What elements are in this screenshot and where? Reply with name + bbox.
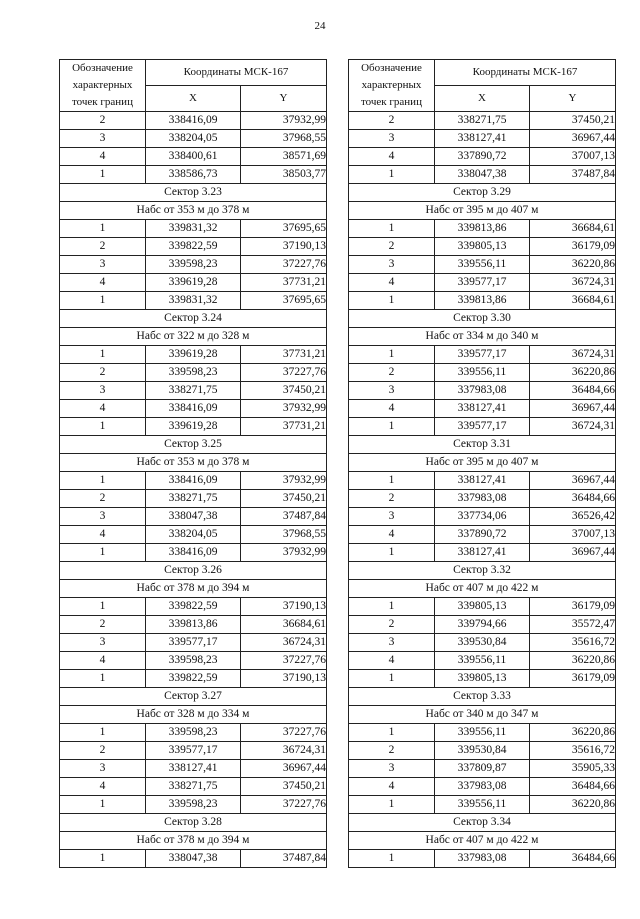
x-coordinate-cell: 339822,59 [146, 238, 241, 256]
y-coordinate-cell: 37968,55 [241, 526, 327, 544]
y-coordinate-cell: 37190,13 [241, 238, 327, 256]
x-coordinate-cell: 337890,72 [435, 148, 530, 166]
table-row [60, 400, 327, 418]
y-coordinate-cell: 36967,44 [530, 130, 616, 148]
point-number-cell: 2 [349, 490, 435, 508]
point-number-cell: 2 [349, 616, 435, 634]
x-coordinate-cell: 339577,17 [435, 274, 530, 292]
table-row [349, 490, 616, 508]
y-coordinate-cell: 37932,99 [241, 544, 327, 562]
y-coordinate-cell: 37487,84 [530, 166, 616, 184]
y-coordinate-cell: 37227,76 [241, 652, 327, 670]
table-row [60, 850, 327, 868]
y-coordinate-cell: 36484,66 [530, 382, 616, 400]
x-coordinate-cell: 339556,11 [435, 724, 530, 742]
x-coordinate-cell: 338416,09 [146, 400, 241, 418]
point-number-cell: 3 [60, 634, 146, 652]
table-row [349, 238, 616, 256]
point-number-cell: 2 [349, 112, 435, 130]
section-label: Набс от 407 м до 422 м [349, 832, 616, 850]
table-row [349, 616, 616, 634]
x-coordinate-cell: 339805,13 [435, 238, 530, 256]
table-row [60, 274, 327, 292]
x-coordinate-cell: 339822,59 [146, 670, 241, 688]
table-row [60, 112, 327, 130]
y-coordinate-cell: 37932,99 [241, 400, 327, 418]
section-row [349, 580, 616, 598]
table-row [349, 526, 616, 544]
x-coordinate-cell: 337983,08 [435, 490, 530, 508]
point-number-cell: 1 [60, 166, 146, 184]
section-label: Сектор 3.34 [349, 814, 616, 832]
x-coordinate-cell: 339556,11 [435, 796, 530, 814]
table-row [60, 544, 327, 562]
point-number-cell: 2 [349, 238, 435, 256]
y-coordinate-cell: 36484,66 [530, 490, 616, 508]
point-number-cell: 4 [60, 400, 146, 418]
x-coordinate-cell: 339556,11 [435, 652, 530, 670]
section-row [349, 184, 616, 202]
section-label: Сектор 3.26 [60, 562, 327, 580]
y-coordinate-cell: 37227,76 [241, 256, 327, 274]
y-coordinate-cell: 36724,31 [241, 742, 327, 760]
point-number-cell: 1 [349, 850, 435, 868]
x-coordinate-cell: 339598,23 [146, 256, 241, 274]
table-row [349, 418, 616, 436]
y-coordinate-cell: 36179,09 [530, 238, 616, 256]
header-x: X [435, 86, 530, 112]
y-coordinate-cell: 37487,84 [241, 850, 327, 868]
table-row [349, 148, 616, 166]
y-coordinate-cell: 36220,86 [530, 256, 616, 274]
header-y: Y [530, 86, 616, 112]
x-coordinate-cell: 338127,41 [435, 400, 530, 418]
section-row [60, 184, 327, 202]
table-row [349, 850, 616, 868]
table-row [60, 364, 327, 382]
table-row [349, 382, 616, 400]
point-number-cell: 4 [60, 148, 146, 166]
section-row [349, 706, 616, 724]
y-coordinate-cell: 36179,09 [530, 598, 616, 616]
y-coordinate-cell: 36484,66 [530, 850, 616, 868]
x-coordinate-cell: 338400,61 [146, 148, 241, 166]
x-coordinate-cell: 339822,59 [146, 598, 241, 616]
x-coordinate-cell: 337734,06 [435, 508, 530, 526]
point-number-cell: 3 [60, 256, 146, 274]
y-coordinate-cell: 36220,86 [530, 364, 616, 382]
table-row [349, 292, 616, 310]
y-coordinate-cell: 37450,21 [241, 382, 327, 400]
x-coordinate-cell: 339619,28 [146, 418, 241, 436]
x-coordinate-cell: 339556,11 [435, 256, 530, 274]
x-coordinate-cell: 339556,11 [435, 364, 530, 382]
y-coordinate-cell: 36220,86 [530, 796, 616, 814]
table-row [60, 238, 327, 256]
table-row [60, 778, 327, 796]
header-coord-label: Координаты МСК-167 [146, 60, 327, 86]
x-coordinate-cell: 339598,23 [146, 796, 241, 814]
point-number-cell: 4 [349, 148, 435, 166]
table-row [60, 670, 327, 688]
table-row [60, 220, 327, 238]
table-row [60, 256, 327, 274]
section-row [60, 688, 327, 706]
point-number-cell: 2 [349, 364, 435, 382]
point-number-cell: 1 [349, 220, 435, 238]
point-number-cell: 4 [349, 526, 435, 544]
table-row [60, 526, 327, 544]
table-row [349, 274, 616, 292]
y-coordinate-cell: 37450,21 [530, 112, 616, 130]
section-label: Сектор 3.27 [60, 688, 327, 706]
table-row [349, 724, 616, 742]
table-row [349, 400, 616, 418]
x-coordinate-cell: 338271,75 [146, 382, 241, 400]
table-row [60, 634, 327, 652]
x-coordinate-cell: 338204,05 [146, 526, 241, 544]
section-label: Набс от 378 м до 394 м [60, 580, 327, 598]
table-row [349, 778, 616, 796]
table-row [60, 346, 327, 364]
table-row [349, 112, 616, 130]
section-row [60, 832, 327, 850]
point-number-cell: 4 [60, 274, 146, 292]
x-coordinate-cell: 339805,13 [435, 670, 530, 688]
table-row [349, 472, 616, 490]
point-number-cell: 1 [349, 346, 435, 364]
table-row [60, 130, 327, 148]
y-coordinate-cell: 37932,99 [241, 112, 327, 130]
x-coordinate-cell: 339813,86 [435, 292, 530, 310]
point-number-cell: 1 [60, 670, 146, 688]
point-number-cell: 1 [60, 472, 146, 490]
section-label: Сектор 3.33 [349, 688, 616, 706]
y-coordinate-cell: 36724,31 [530, 274, 616, 292]
y-coordinate-cell: 38503,77 [241, 166, 327, 184]
table-row [60, 472, 327, 490]
y-coordinate-cell: 36179,09 [530, 670, 616, 688]
y-coordinate-cell: 36967,44 [241, 760, 327, 778]
x-coordinate-cell: 338416,09 [146, 112, 241, 130]
y-coordinate-cell: 36724,31 [241, 634, 327, 652]
section-row [349, 436, 616, 454]
x-coordinate-cell: 338127,41 [435, 544, 530, 562]
point-number-cell: 1 [349, 418, 435, 436]
x-coordinate-cell: 337890,72 [435, 526, 530, 544]
y-coordinate-cell: 37932,99 [241, 472, 327, 490]
x-coordinate-cell: 338047,38 [146, 850, 241, 868]
section-row [60, 580, 327, 598]
y-coordinate-cell: 37227,76 [241, 364, 327, 382]
x-coordinate-cell: 338047,38 [146, 508, 241, 526]
section-label: Набс от 378 м до 394 м [60, 832, 327, 850]
section-label: Набс от 322 м до 328 м [60, 328, 327, 346]
point-number-cell: 4 [60, 526, 146, 544]
x-coordinate-cell: 338047,38 [435, 166, 530, 184]
y-coordinate-cell: 36967,44 [530, 544, 616, 562]
y-coordinate-cell: 35905,33 [530, 760, 616, 778]
y-coordinate-cell: 37190,13 [241, 670, 327, 688]
header-coord-label: Координаты МСК-167 [435, 60, 616, 86]
point-number-cell: 1 [349, 796, 435, 814]
table-row [60, 382, 327, 400]
section-label: Набс от 328 м до 334 м [60, 706, 327, 724]
section-label: Сектор 3.30 [349, 310, 616, 328]
point-number-cell: 4 [349, 778, 435, 796]
x-coordinate-cell: 339577,17 [146, 742, 241, 760]
table-row [349, 544, 616, 562]
point-number-cell: 3 [349, 130, 435, 148]
section-label: Набс от 353 м до 378 м [60, 454, 327, 472]
y-coordinate-cell: 36724,31 [530, 418, 616, 436]
table-row [60, 508, 327, 526]
point-number-cell: 1 [349, 292, 435, 310]
point-number-cell: 2 [60, 490, 146, 508]
x-coordinate-cell: 337809,87 [435, 760, 530, 778]
point-number-cell: 3 [60, 382, 146, 400]
point-number-cell: 3 [349, 508, 435, 526]
table-row [349, 796, 616, 814]
x-coordinate-cell: 339794,66 [435, 616, 530, 634]
section-label: Набс от 334 м до 340 м [349, 328, 616, 346]
y-coordinate-cell: 37487,84 [241, 508, 327, 526]
x-coordinate-cell: 338127,41 [435, 130, 530, 148]
x-coordinate-cell: 339831,32 [146, 292, 241, 310]
point-number-cell: 3 [349, 760, 435, 778]
y-coordinate-cell: 35616,72 [530, 634, 616, 652]
y-coordinate-cell: 36220,86 [530, 652, 616, 670]
table-row [60, 148, 327, 166]
point-number-cell: 3 [349, 634, 435, 652]
x-coordinate-cell: 339577,17 [146, 634, 241, 652]
section-label: Сектор 3.24 [60, 310, 327, 328]
point-number-cell: 1 [60, 598, 146, 616]
table-row [349, 508, 616, 526]
point-number-cell: 2 [60, 238, 146, 256]
x-coordinate-cell: 338271,75 [146, 490, 241, 508]
table-row [60, 652, 327, 670]
section-label: Набс от 395 м до 407 м [349, 454, 616, 472]
table-row [60, 724, 327, 742]
y-coordinate-cell: 37227,76 [241, 796, 327, 814]
point-number-cell: 2 [349, 742, 435, 760]
point-number-cell: 2 [60, 364, 146, 382]
table-row [349, 742, 616, 760]
section-row [60, 706, 327, 724]
point-number-cell: 1 [60, 418, 146, 436]
x-coordinate-cell: 339577,17 [435, 418, 530, 436]
x-coordinate-cell: 339619,28 [146, 274, 241, 292]
y-coordinate-cell: 37695,65 [241, 292, 327, 310]
x-coordinate-cell: 339805,13 [435, 598, 530, 616]
x-coordinate-cell: 339598,23 [146, 652, 241, 670]
y-coordinate-cell: 37190,13 [241, 598, 327, 616]
y-coordinate-cell: 36526,42 [530, 508, 616, 526]
x-coordinate-cell: 339577,17 [435, 346, 530, 364]
point-number-cell: 4 [349, 652, 435, 670]
table-row [60, 796, 327, 814]
section-label: Набс от 407 м до 422 м [349, 580, 616, 598]
point-number-cell: 1 [349, 598, 435, 616]
x-coordinate-cell: 338127,41 [435, 472, 530, 490]
x-coordinate-cell: 339598,23 [146, 364, 241, 382]
point-number-cell: 3 [349, 256, 435, 274]
page-number: 24 [314, 20, 326, 32]
section-row [60, 562, 327, 580]
table-row [349, 166, 616, 184]
point-number-cell: 1 [60, 850, 146, 868]
table-row [60, 616, 327, 634]
point-number-cell: 4 [60, 652, 146, 670]
point-number-cell: 1 [349, 724, 435, 742]
point-number-cell: 1 [60, 796, 146, 814]
point-number-cell: 1 [60, 346, 146, 364]
y-coordinate-cell: 37007,13 [530, 526, 616, 544]
section-label: Сектор 3.29 [349, 184, 616, 202]
point-number-cell: 1 [60, 724, 146, 742]
x-coordinate-cell: 338416,09 [146, 544, 241, 562]
table-row [349, 130, 616, 148]
section-label: Набс от 353 м до 378 м [60, 202, 327, 220]
table-row [349, 220, 616, 238]
y-coordinate-cell: 36484,66 [530, 778, 616, 796]
point-number-cell: 1 [349, 544, 435, 562]
point-number-cell: 3 [349, 382, 435, 400]
header-y: Y [241, 86, 327, 112]
section-row [60, 436, 327, 454]
x-coordinate-cell: 337983,08 [435, 778, 530, 796]
section-label: Набс от 395 м до 407 м [349, 202, 616, 220]
y-coordinate-cell: 37695,65 [241, 220, 327, 238]
section-row [349, 814, 616, 832]
table-row [60, 292, 327, 310]
y-coordinate-cell: 37450,21 [241, 490, 327, 508]
section-row [60, 454, 327, 472]
header-point-label: Обозначение характерных точек границ [349, 60, 435, 112]
y-coordinate-cell: 36684,61 [530, 292, 616, 310]
point-number-cell: 3 [60, 508, 146, 526]
table-row [60, 742, 327, 760]
table-row [349, 760, 616, 778]
x-coordinate-cell: 339813,86 [146, 616, 241, 634]
x-coordinate-cell: 339530,84 [435, 634, 530, 652]
x-coordinate-cell: 338416,09 [146, 472, 241, 490]
section-row [349, 328, 616, 346]
y-coordinate-cell: 37007,13 [530, 148, 616, 166]
y-coordinate-cell: 37968,55 [241, 130, 327, 148]
y-coordinate-cell: 36684,61 [530, 220, 616, 238]
y-coordinate-cell: 37731,21 [241, 274, 327, 292]
point-number-cell: 1 [60, 220, 146, 238]
table-row [349, 346, 616, 364]
section-row [349, 202, 616, 220]
y-coordinate-cell: 37227,76 [241, 724, 327, 742]
table-row [60, 760, 327, 778]
section-label: Сектор 3.28 [60, 814, 327, 832]
y-coordinate-cell: 36684,61 [241, 616, 327, 634]
point-number-cell: 3 [60, 760, 146, 778]
x-coordinate-cell: 339619,28 [146, 346, 241, 364]
section-label: Сектор 3.31 [349, 436, 616, 454]
section-row [60, 202, 327, 220]
point-number-cell: 2 [60, 616, 146, 634]
section-row [60, 328, 327, 346]
x-coordinate-cell: 338127,41 [146, 760, 241, 778]
x-coordinate-cell: 338271,75 [146, 778, 241, 796]
x-coordinate-cell: 337983,08 [435, 850, 530, 868]
section-row [60, 814, 327, 832]
y-coordinate-cell: 37450,21 [241, 778, 327, 796]
table-row [349, 634, 616, 652]
y-coordinate-cell: 35616,72 [530, 742, 616, 760]
header-point-label: Обозначение характерных точек границ [60, 60, 146, 112]
x-coordinate-cell: 338586,73 [146, 166, 241, 184]
point-number-cell: 1 [60, 544, 146, 562]
x-coordinate-cell: 338204,05 [146, 130, 241, 148]
y-coordinate-cell: 35572,47 [530, 616, 616, 634]
x-coordinate-cell: 339831,32 [146, 220, 241, 238]
section-row [349, 562, 616, 580]
x-coordinate-cell: 339530,84 [435, 742, 530, 760]
point-number-cell: 3 [60, 130, 146, 148]
y-coordinate-cell: 37731,21 [241, 346, 327, 364]
table-row [60, 490, 327, 508]
header-x: X [146, 86, 241, 112]
x-coordinate-cell: 337983,08 [435, 382, 530, 400]
section-row [60, 310, 327, 328]
table-row [349, 670, 616, 688]
section-row [349, 454, 616, 472]
point-number-cell: 1 [349, 472, 435, 490]
x-coordinate-cell: 339598,23 [146, 724, 241, 742]
table-row [349, 652, 616, 670]
point-number-cell: 2 [60, 112, 146, 130]
point-number-cell: 1 [349, 166, 435, 184]
y-coordinate-cell: 37731,21 [241, 418, 327, 436]
point-number-cell: 4 [60, 778, 146, 796]
section-label: Набс от 340 м до 347 м [349, 706, 616, 724]
x-coordinate-cell: 339813,86 [435, 220, 530, 238]
table-row [60, 418, 327, 436]
y-coordinate-cell: 36967,44 [530, 472, 616, 490]
point-number-cell: 4 [349, 400, 435, 418]
section-row [349, 688, 616, 706]
y-coordinate-cell: 36220,86 [530, 724, 616, 742]
y-coordinate-cell: 36967,44 [530, 400, 616, 418]
table-row [60, 166, 327, 184]
x-coordinate-cell: 338271,75 [435, 112, 530, 130]
section-label: Сектор 3.25 [60, 436, 327, 454]
section-label: Сектор 3.23 [60, 184, 327, 202]
table-row [60, 598, 327, 616]
section-row [349, 310, 616, 328]
point-number-cell: 1 [349, 670, 435, 688]
table-row [349, 256, 616, 274]
point-number-cell: 4 [349, 274, 435, 292]
coordinates-table-left [59, 59, 327, 868]
point-number-cell: 1 [60, 292, 146, 310]
y-coordinate-cell: 36724,31 [530, 346, 616, 364]
table-row [349, 598, 616, 616]
section-label: Сектор 3.32 [349, 562, 616, 580]
section-row [349, 832, 616, 850]
y-coordinate-cell: 38571,69 [241, 148, 327, 166]
table-row [349, 364, 616, 382]
point-number-cell: 2 [60, 742, 146, 760]
coordinates-table-right [348, 59, 616, 868]
